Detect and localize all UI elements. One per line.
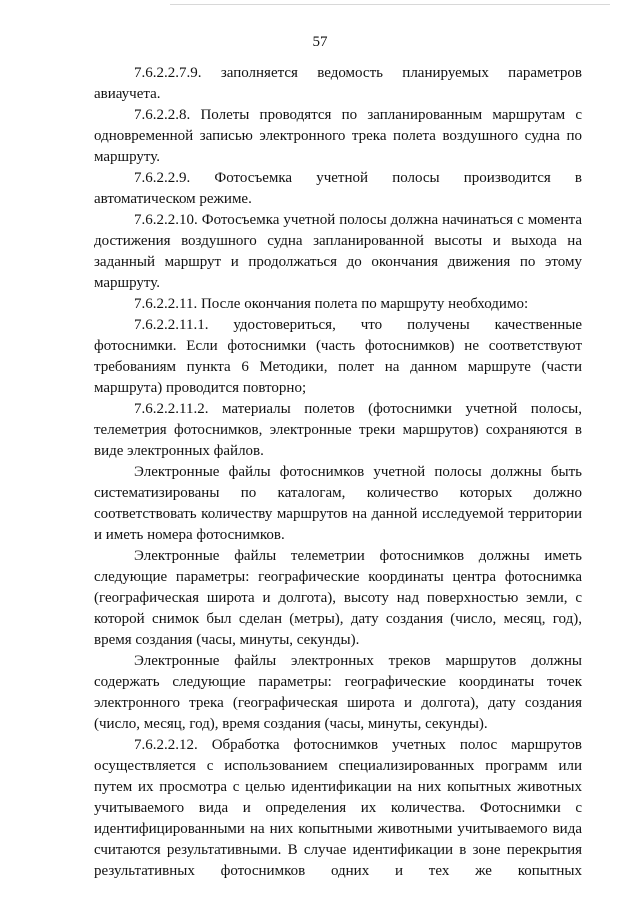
paragraph-7-6-2-2-8: 7.6.2.2.8. Полеты проводятся по запланированным маршрутам с одновременной записью электронного трека полета воздушного судна по маршруту. [94,107,582,165]
paragraph-7-6-2-2-9: 7.6.2.2.9. Фотосъемка учетной полосы производится в автоматическом режиме. [94,170,582,207]
paragraph-7-6-2-2-11-2: 7.6.2.2.11.2. материалы полетов (фотоснимки учетной полосы, телеметрия фотоснимков, электронные треки маршрутов) сохраняются в виде электронных файлов. [94,401,582,459]
paragraph-7-6-2-2-11: 7.6.2.2.11. После окончания полета по маршруту необходимо: [134,296,529,312]
paragraph-photo-files: Электронные файлы фотоснимков учетной полосы должны быть систематизированы по каталогам, количество которых должно соответствовать количеству маршрутов на данной исследуемой территории и иметь номера фотоснимков. [94,464,582,543]
document-body [94,63,582,882]
paragraph-track-files: Электронные файлы электронных треков маршрутов должны содержать следующие параметры: географические координаты точек электронного трека (географическая широта и долгота), дату создания (число, месяц, год), время создания (часы, минуты, секунды). [94,653,582,732]
paragraph-7-6-2-2-12: 7.6.2.2.12. Обработка фотоснимков учетных полос маршрутов осуществляется с использованием специализированных программ или путем их просмотра с целью идентификации на них копытных животных учитываемого вида и определения их количества. Фотоснимки с идентифицированными на них копытными животными учитываемого вида считаются результативными. В случае идентификации в зоне перекрытия результативных фотоснимков одних и тех же копытных [94,737,582,879]
paragraph-telemetry-files: Электронные файлы телеметрии фотоснимков должны иметь следующие параметры: географические координаты центра фотоснимка (географическая широта и долгота), высоту над поверхностью земли, с которой снимок был сделан (метры), дату создания (число, месяц, год), время создания (часы, минуты, секунды). [94,548,582,648]
paragraph-7-6-2-2-7-9: 7.6.2.2.7.9. заполняется ведомость планируемых параметров авиаучета. [94,65,582,102]
paragraph-7-6-2-2-11-1: 7.6.2.2.11.1. удостовериться, что получены качественные фотоснимки. Если фотоснимки (часть фотоснимков) не соответствуют требованиям пункта 6 Методики, полет на данном маршруте (части маршрута) проводится повторно; [94,317,582,396]
paragraph-7-6-2-2-10: 7.6.2.2.10. Фотосъемка учетной полосы должна начинаться с момента достижения воздушного судна запланированной высоты и выхода на заданный маршрут и продолжаться до окончания движения по этому маршруту. [94,212,582,291]
page-number: 57 [312,34,328,50]
page-edge-line [170,4,610,5]
